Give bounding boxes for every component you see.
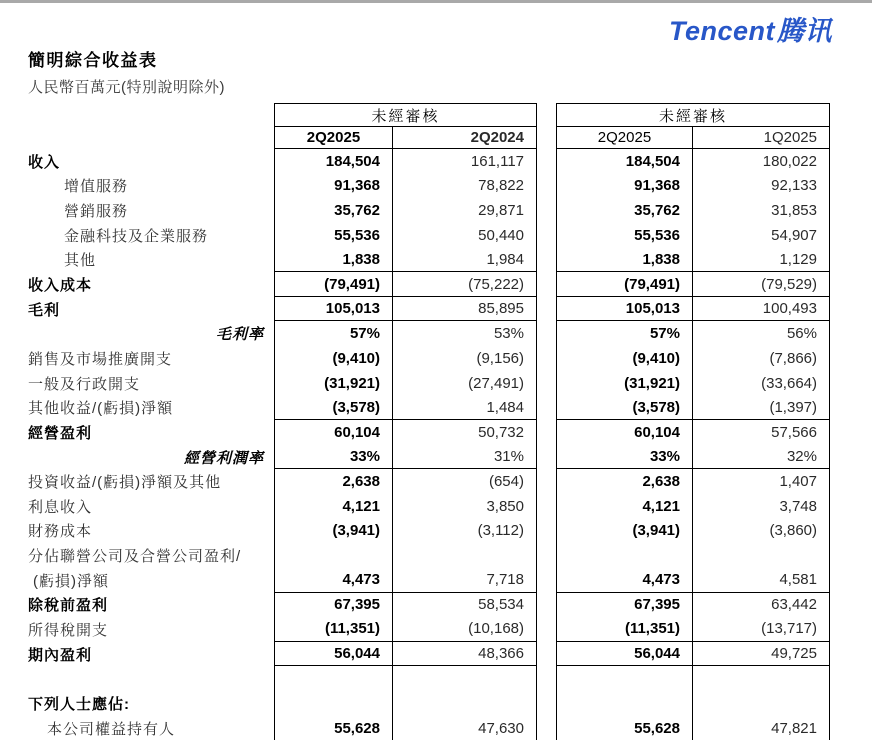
spacer (830, 593, 872, 618)
right-compare-quarter-value: (7,866) (692, 346, 830, 371)
right-compare-quarter-value: 49,725 (692, 642, 830, 667)
table-gap (537, 716, 556, 740)
right-current-quarter-value: 35,762 (556, 198, 692, 223)
table-gap (537, 297, 556, 322)
right-compare-quarter-value (692, 666, 830, 691)
window-top-edge (0, 0, 872, 3)
left-current-quarter-value (274, 691, 392, 716)
table-gap (537, 321, 556, 346)
table-gap (537, 691, 556, 716)
right-compare-quarter-value: 31,853 (692, 198, 830, 223)
spacer (830, 198, 872, 223)
right-current-quarter-value: 67,395 (556, 593, 692, 618)
left-compare-quarter-value: 50,440 (392, 223, 537, 248)
row-label: 其他 (64, 252, 97, 270)
table-gap (537, 272, 556, 297)
left-current-quarter-value: 55,536 (274, 223, 392, 248)
table-gap (537, 371, 556, 396)
right-table-audit-header: 未經審核 (556, 103, 830, 127)
left-compare-quarter-value: (654) (392, 469, 537, 494)
left-compare-quarter-value: 85,895 (392, 297, 537, 322)
left-current-quarter-value: 67,395 (274, 593, 392, 618)
spacer (830, 469, 872, 494)
right-current-quarter-value: 184,504 (556, 149, 692, 174)
spacer (830, 543, 872, 568)
row-label: 毛利率 (215, 326, 264, 344)
right-current-quarter-value: (31,921) (556, 371, 692, 396)
left-compare-quarter-value: 50,732 (392, 420, 537, 445)
right-compare-quarter-value: 56% (692, 321, 830, 346)
row-label (0, 666, 274, 691)
tencent-logo-cn: 腾讯 (777, 16, 832, 46)
left-compare-quarter-value: 48,366 (392, 642, 537, 667)
left-current-quarter-value: (79,491) (274, 272, 392, 297)
left-compare-quarter-value: (75,222) (392, 272, 537, 297)
table-gap (537, 642, 556, 667)
right-compare-quarter-value: 47,821 (692, 716, 830, 740)
left-compare-quarter-value: 31% (392, 445, 537, 470)
left-compare-quarter-value: 161,117 (392, 149, 537, 174)
spacer (830, 519, 872, 544)
spacer (830, 371, 872, 396)
spacer (0, 103, 274, 127)
row-label: 期內盈利 (28, 646, 93, 664)
right-current-quarter-value: 55,536 (556, 223, 692, 248)
row-label: 其他收益/(虧損)淨額 (28, 400, 174, 418)
right-current-quarter-value: 33% (556, 445, 692, 470)
spacer (830, 127, 872, 149)
spacer (830, 445, 872, 470)
right-current-quarter-value (556, 691, 692, 716)
left-compare-quarter-value: 1,984 (392, 248, 537, 273)
right-compare-quarter-value: (33,664) (692, 371, 830, 396)
right-table-quarter1-header: 2Q2025 (556, 127, 692, 149)
left-current-quarter-value: (3,941) (274, 519, 392, 544)
right-compare-quarter-value: 3,748 (692, 494, 830, 519)
row-label: 金融科技及企業服務 (64, 227, 209, 245)
row-label: 增值服務 (64, 178, 129, 196)
spacer (830, 272, 872, 297)
spacer (830, 248, 872, 273)
right-compare-quarter-value: (13,717) (692, 617, 830, 642)
spacer (830, 149, 872, 174)
table-gap (537, 445, 556, 470)
left-compare-quarter-value: 58,534 (392, 593, 537, 618)
right-current-quarter-value: 60,104 (556, 420, 692, 445)
right-compare-quarter-value (692, 691, 830, 716)
left-compare-quarter-value: 3,850 (392, 494, 537, 519)
right-compare-quarter-value: 54,907 (692, 223, 830, 248)
left-compare-quarter-value (392, 666, 537, 691)
right-current-quarter-value: (79,491) (556, 272, 692, 297)
spacer (830, 716, 872, 740)
left-current-quarter-value: (31,921) (274, 371, 392, 396)
left-current-quarter-value: 91,368 (274, 174, 392, 199)
left-current-quarter-value: 56,044 (274, 642, 392, 667)
left-current-quarter-value: 2,638 (274, 469, 392, 494)
row-label: 下列人士應佔: (28, 695, 130, 713)
left-current-quarter-value: (3,578) (274, 395, 392, 420)
table-gap (537, 198, 556, 223)
row-label: 營銷服務 (64, 203, 129, 221)
right-compare-quarter-value: (3,860) (692, 519, 830, 544)
page-title: 簡明綜合收益表 (28, 51, 158, 70)
left-compare-quarter-value: (3,112) (392, 519, 537, 544)
tencent-logo (669, 9, 832, 48)
row-label: 毛利 (28, 301, 61, 319)
table-gap (537, 494, 556, 519)
left-table-audit-header: 未經審核 (274, 103, 537, 127)
row-label: 本公司權益持有人 (47, 720, 176, 738)
right-current-quarter-value: 56,044 (556, 642, 692, 667)
right-current-quarter-value: (11,351) (556, 617, 692, 642)
table-gap (537, 519, 556, 544)
table-gap (537, 223, 556, 248)
spacer (830, 642, 872, 667)
table-gap (537, 593, 556, 618)
right-compare-quarter-value: 63,442 (692, 593, 830, 618)
right-current-quarter-value: (3,941) (556, 519, 692, 544)
right-compare-quarter-value: (1,397) (692, 395, 830, 420)
row-label: 收入 (28, 153, 61, 171)
left-compare-quarter-value: 29,871 (392, 198, 537, 223)
table-gap (537, 103, 556, 127)
spacer (830, 617, 872, 642)
left-compare-quarter-value: (9,156) (392, 346, 537, 371)
right-current-quarter-value (556, 666, 692, 691)
left-current-quarter-value: 60,104 (274, 420, 392, 445)
spacer (830, 395, 872, 420)
left-current-quarter-value (274, 543, 392, 568)
spacer (830, 223, 872, 248)
row-label: 所得稅開支 (28, 621, 109, 639)
right-compare-quarter-value: 4,581 (692, 568, 830, 593)
tencent-logo-en: Tencent (668, 16, 775, 46)
table-gap (537, 543, 556, 568)
spacer (830, 321, 872, 346)
spacer (830, 103, 872, 127)
table-gap (537, 248, 556, 273)
left-current-quarter-value: (11,351) (274, 617, 392, 642)
table-gap (537, 420, 556, 445)
spacer (830, 420, 872, 445)
left-current-quarter-value: 55,628 (274, 716, 392, 740)
row-label: 利息收入 (28, 498, 93, 516)
table-gap (537, 346, 556, 371)
left-table-quarter2-header: 2Q2024 (392, 127, 537, 149)
right-current-quarter-value: (3,578) (556, 395, 692, 420)
left-compare-quarter-value: 1,484 (392, 395, 537, 420)
right-compare-quarter-value: 100,493 (692, 297, 830, 322)
right-compare-quarter-value: 92,133 (692, 174, 830, 199)
spacer (830, 666, 872, 691)
table-gap (537, 149, 556, 174)
right-compare-quarter-value: (79,529) (692, 272, 830, 297)
spacer (830, 346, 872, 371)
right-compare-quarter-value: 1,129 (692, 248, 830, 273)
left-table-quarter1-header: 2Q2025 (274, 127, 392, 149)
spacer (830, 568, 872, 593)
right-compare-quarter-value: 32% (692, 445, 830, 470)
left-compare-quarter-value (392, 691, 537, 716)
row-label: 除稅前盈利 (28, 597, 109, 615)
right-compare-quarter-value: 57,566 (692, 420, 830, 445)
right-current-quarter-value: 4,121 (556, 494, 692, 519)
left-compare-quarter-value (392, 543, 537, 568)
right-compare-quarter-value (692, 543, 830, 568)
right-current-quarter-value: (9,410) (556, 346, 692, 371)
left-current-quarter-value: 105,013 (274, 297, 392, 322)
right-current-quarter-value: 55,628 (556, 716, 692, 740)
left-compare-quarter-value: 7,718 (392, 568, 537, 593)
left-compare-quarter-value: 47,630 (392, 716, 537, 740)
row-label: 投資收益/(虧損)淨額及其他 (28, 474, 222, 492)
table-gap (537, 666, 556, 691)
right-current-quarter-value: 4,473 (556, 568, 692, 593)
currency-note: 人民幣百萬元(特別說明除外) (28, 79, 225, 96)
row-label: (虧損)淨額 (33, 572, 109, 590)
right-current-quarter-value: 2,638 (556, 469, 692, 494)
left-current-quarter-value: 4,121 (274, 494, 392, 519)
right-compare-quarter-value: 180,022 (692, 149, 830, 174)
table-gap (537, 395, 556, 420)
income-statement-tables (0, 103, 872, 740)
row-label: 銷售及市場推廣開支 (28, 350, 173, 368)
row-label: 一般及行政開支 (28, 375, 141, 393)
spacer (830, 174, 872, 199)
left-current-quarter-value: 1,838 (274, 248, 392, 273)
left-compare-quarter-value: (10,168) (392, 617, 537, 642)
left-current-quarter-value: 57% (274, 321, 392, 346)
row-label: 財務成本 (28, 523, 93, 541)
left-current-quarter-value: 184,504 (274, 149, 392, 174)
table-gap (537, 568, 556, 593)
right-current-quarter-value: 57% (556, 321, 692, 346)
right-current-quarter-value (556, 543, 692, 568)
right-current-quarter-value: 105,013 (556, 297, 692, 322)
table-gap (537, 469, 556, 494)
left-compare-quarter-value: (27,491) (392, 371, 537, 396)
right-current-quarter-value: 1,838 (556, 248, 692, 273)
right-compare-quarter-value: 1,407 (692, 469, 830, 494)
table-gap (537, 174, 556, 199)
left-compare-quarter-value: 78,822 (392, 174, 537, 199)
row-label: 收入成本 (28, 277, 93, 295)
row-label: 分佔聯營公司及合營公司盈利/ (28, 548, 242, 566)
row-label: 經營利潤率 (183, 449, 264, 467)
spacer (830, 691, 872, 716)
left-current-quarter-value: (9,410) (274, 346, 392, 371)
spacer (830, 494, 872, 519)
left-current-quarter-value (274, 666, 392, 691)
row-label: 經營盈利 (28, 424, 93, 442)
table-gap (537, 617, 556, 642)
left-current-quarter-value: 33% (274, 445, 392, 470)
spacer (830, 297, 872, 322)
right-current-quarter-value: 91,368 (556, 174, 692, 199)
left-current-quarter-value: 4,473 (274, 568, 392, 593)
left-current-quarter-value: 35,762 (274, 198, 392, 223)
left-compare-quarter-value: 53% (392, 321, 537, 346)
right-table-quarter2-header: 1Q2025 (692, 127, 830, 149)
spacer (0, 127, 274, 149)
table-gap (537, 127, 556, 149)
